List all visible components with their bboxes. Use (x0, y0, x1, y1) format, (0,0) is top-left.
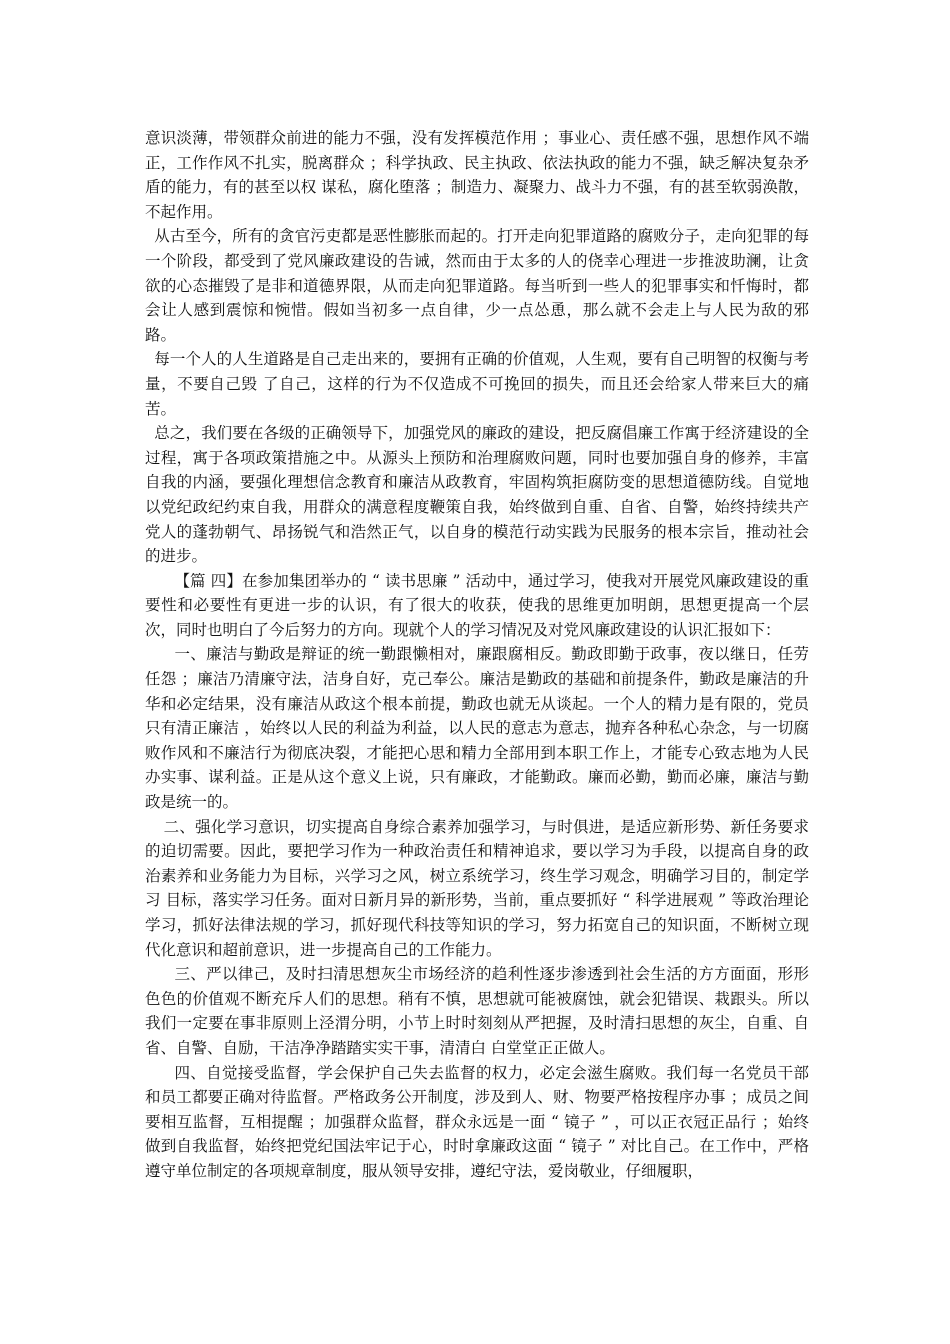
paragraph-continuation: 意识淡薄，带领群众前进的能力不强，没有发挥模范作用 ；事业心、责任感不强，思想作风不端正，工作作风不扎实，脱离群众 ；科学执政、民主执政、依法执政的能力不强，缺乏解决复杂矛盾的能力，有的甚至以权 谋私，腐化堕落 ；制造力、凝聚力、战斗力不强，有的甚至软弱涣散，不起作用。 (145, 129, 809, 221)
paragraph-summary: 总之，我们要在各级的正确领导下，加强党风的廉政的建设，把反腐倡廉工作寓于经济建设的全过程，寓于各项政策措施之中。从源头上预防和治理腐败问题，同时也要加强自身的修养，丰富自我的内涵，要强化理想信念教育和廉洁从政教育，牢固构筑拒腐防变的思想道德防线。自觉地以党纪政纪约束自我，用群众的满意程度鞭策自我，始终做到自重、自省、自警，始终持续共产党人的蓬勃朝气、昂扬锐气和浩然正气，以自身的模范行动实践为民服务的根本宗旨，推动社会的进步。 (145, 424, 809, 566)
document-body (145, 126, 809, 1184)
paragraph-point-one: 一、廉洁与勤政是辩证的统一勤跟懒相对，廉跟腐相反。勤政即勤于政事，夜以继日，任劳任怨 ；廉洁乃清廉守法，洁身自好，克己奉公。廉洁是勤政的基础和前提条件，勤政是廉洁的升华和必定结果，没有廉洁从政这个根本前提，勤政也就无从谈起。一个人的精力是有限的，党员只有清正廉洁 ，始终以人民的利益为利益，以人民的意志为意志，抛弃各种私心杂念，与一切腐败作风和不廉洁行为彻底决裂，才能把心思和精力全部用到本职工作上，才能专心致志地为人民办实事、谋利益。正是从这个意义上说，只有廉政，才能勤政。廉而必勤，勤而必廉，廉洁与勤政是统一的。 (145, 645, 809, 812)
paragraph-part-four-intro: 【篇 四】在参加集团举办的 “ 读书思廉 ” 活动中，通过学习，使我对开展党风廉政建设的重要性和必要性有更进一步的认识，有了很大的收获，使我的思维更加明朗，思想更提高一个层次，同时也明白了今后努力的方向。现就个人的学习情况及对党风廉政建设的认识汇报如下： (145, 571, 809, 639)
paragraph-corruption-origins: 从古至今，所有的贪官污吏都是恶性膨胀而起的。打开走向犯罪道路的腐败分子，走向犯罪的每一个阶段，都受到了党风廉政建设的告诫，然而由于太多的人的侥幸心理进一步推波助澜，让贪欲的心态摧毁了是非和道德界限，从而走向犯罪道路。每当听到一些人的犯罪事实和忏悔时，都会让人感到震惊和惋惜。假如当初多一点自律，少一点怂恿，那么就不会走上与人民为敌的邪路。 (145, 227, 809, 344)
paragraph-life-path: 每一个人的人生道路是自己走出来的，要拥有正确的价值观，人生观，要有自己明智的权衡与考量，不要自己毁 了自己，这样的行为不仅造成不可挽回的损失，而且还会给家人带来巨大的痛苦。 (145, 350, 809, 418)
paragraph-point-four: 四、自觉接受监督，学会保护自己失去监督的权力，必定会滋生腐败。我们每一名党员干部和员工都要正确对待监督。严格政务公开制度，涉及到人、财、物要严格按程序办事 ；成员之间要相互监督，互相提醒 ；加强群众监督，群众永远是一面 “ 镜子 ” ，可以正衣冠正品行 ；始终做到自我监督，始终把党纪国法牢记于心，时时拿廉政这面 “ 镜子 ” 对比自己。在工作中，严格遵守单位制定的各项规章制度，服从领导安排，遵纪守法，爱岗敬业，仔细履职， (145, 1063, 809, 1180)
paragraph-point-two: 二、强化学习意识，切实提高自身综合素养加强学习，与时俱进，是适应新形势、新任务要求的迫切需要。因此，要把学习作为一种政治责任和精神追求，要以学习为手段，以提高自身的政治素养和业务能力为目标，兴学习之风，树立系统学习，终生学习观念，明确学习目的，制定学习 目标，落实学习任务。面对日新月异的新形势，当前，重点要抓好 “ 科学进展观 ” 等政治理论学习，抓好法律法规的学习，抓好现代科技等知识的学习，努力拓宽自己的知识面，不断树立现代化意识和超前意识，进一步提高自己的工作能力。 (145, 817, 809, 959)
paragraph-point-three: 三、严以律己，及时扫清思想灰尘市场经济的趋利性逐步渗透到社会生活的方方面面，形形色色的价值观不断充斥人们的思想。稍有不慎，思想就可能被腐蚀，就会犯错误、栽跟头。所以我们一定要在事非原则上泾渭分明，小节上时时刻刻从严把握，及时清扫思想的灰尘，自重、自省、自警、自励，干洁净净踏踏实实干事，清清白 白堂堂正正做人。 (145, 965, 809, 1057)
